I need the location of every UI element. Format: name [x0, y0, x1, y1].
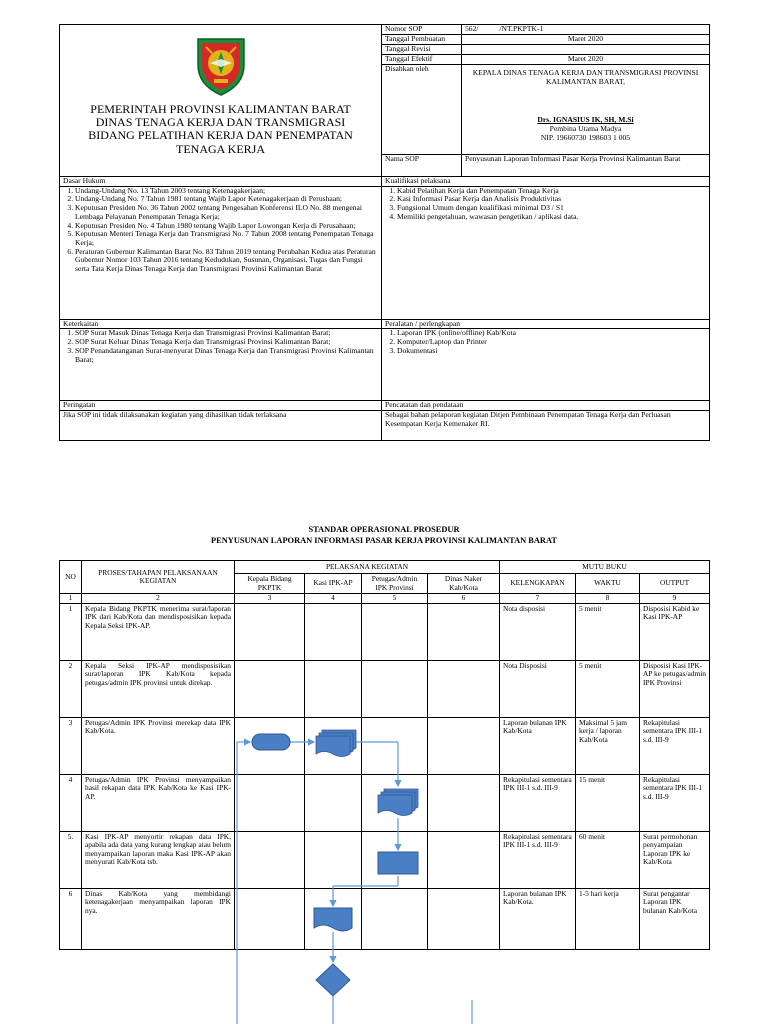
- tanggal-pembuatan-label: Tanggal Pembuatan: [382, 35, 462, 45]
- row-kelengkapan: Laporan bulanan IPK Kab/Kota: [500, 717, 576, 774]
- list-item: 2. Undang-Undang No. 7 Tahun 1981 tentang Wajib Lapor Ketenagakerjaan di Perushaan;: [75, 195, 378, 204]
- row-no: 2: [60, 660, 82, 717]
- kalbar-emblem-logo: [192, 35, 250, 97]
- row-kelengkapan: Nota disposisi: [500, 603, 576, 660]
- row-output: Surat permohonan penyampaian Laporan IPK ke Kab/Kota: [640, 831, 710, 888]
- peralatan-title: Peralatan / perlengkapan: [382, 319, 710, 329]
- signer-name: Drs. IGNASIUS IK, SH, M.Si: [537, 115, 634, 125]
- col-header-actor-dinas: Dinas Naker Kab/Kota: [428, 574, 500, 594]
- peringatan-title: Peringatan: [60, 401, 382, 411]
- row-waktu: 5 menit: [576, 660, 640, 717]
- list-item: 2. Kasi Informasi Pasar Kerja dan Analisis Produktivitas: [397, 195, 706, 204]
- row-output: Disposisi Kasi IPK-AP ke petugas/admin IPK Provinsi: [640, 660, 710, 717]
- list-item: 2. Komputer/Laptop dan Printer: [397, 338, 706, 347]
- nomor-sop-label: Nomor SOP: [382, 25, 462, 35]
- tanggal-efektif-label: Tanggal Efektif: [382, 55, 462, 65]
- org-line-1: PEMERINTAH PROVINSI KALIMANTAN BARAT: [90, 102, 351, 116]
- keterkaitan-title: Keterkaitan: [60, 319, 382, 329]
- pencatatan-text: Sebagai bahan pelaporan kegiatan Ditjen Pembinaan Penempatan Tenaga Kerja dan Perluasan Kesempatan Kerja Kemenaker RI.: [382, 411, 710, 441]
- index-cell: 9: [640, 594, 710, 604]
- col-header-actor-petugas: Petugas/Admin IPK Provinsi: [362, 574, 428, 594]
- row-waktu: 15 menit: [576, 774, 640, 831]
- row-proses: Petugas/Admin IPK Provinsi menyampaikan hasil rekapan data IPK Kab/Kota ke Kasi IPK-AP.: [82, 774, 235, 831]
- index-cell: 7: [500, 594, 576, 604]
- list-item: 3. Dokumentasi: [397, 347, 706, 356]
- tanggal-efektif-value: Maret 2020: [462, 55, 710, 65]
- row-output: Disposisi Kabid ke Kasi IPK-AP: [640, 603, 710, 660]
- kualifikasi-list: [382, 186, 710, 319]
- peralatan-list: [382, 329, 710, 401]
- nama-sop-value: Penyusunan Laporan Informasi Pasar Kerja Provinsi Kalimantan Barat: [462, 155, 710, 177]
- table-row: [60, 603, 710, 660]
- list-item: 6. Peraturan Gubernur Kalimantan Barat No. 83 Tahun 2019 tentang Perubahan Kedua atas Peraturan Gubernur Nomor 103 Tahun 2016 tentang Kedudukan, Susunan, Organisasi, Tugas dan Fungsi serta Tata Kerja Dinas Tenaga Kerja dan Transmigrasi Provinsi Kalimantan Barat: [75, 248, 378, 274]
- index-row: [60, 594, 710, 604]
- list-item: 4. Keputusan Presiden No. 4 Tahun 1980 tentang Wajib Lapor Lowongan Kerja di Perusahaan;: [75, 222, 378, 231]
- table-row: [60, 717, 710, 774]
- tanggal-pembuatan-value: Maret 2020: [462, 35, 710, 45]
- row-kelengkapan: Nota Disposisi: [500, 660, 576, 717]
- index-cell: 5: [362, 594, 428, 604]
- col-header-waktu: WAKTU: [576, 574, 640, 594]
- index-cell: 8: [576, 594, 640, 604]
- kualifikasi-title: Kualifikasi pelaksana: [382, 177, 710, 187]
- sop-header-table: [59, 24, 710, 441]
- org-line-3: BIDANG PELATIHAN KERJA DAN PENEMPATAN: [88, 128, 353, 143]
- row-waktu: 5 menit: [576, 603, 640, 660]
- index-cell: 4: [305, 594, 362, 604]
- row-no: 5.: [60, 831, 82, 888]
- signer-nip: NIP. 19660730 198603 1 005: [540, 132, 631, 142]
- row-waktu: 1-5 hari kerja: [576, 888, 640, 949]
- index-cell: 2: [82, 594, 235, 604]
- dasar-hukum-title: Dasar Hukum: [60, 177, 382, 187]
- col-header-output: OUTPUT: [640, 574, 710, 594]
- table-row: [60, 888, 710, 949]
- table-row: [60, 774, 710, 831]
- row-proses: Kasi IPK-AP menyortir rekapan data IPK, apabila ada data yang kurang lengkap atau belum menyampaikan laporan maka Kasi IPK-AP akan menyurati Kab/Kota tsb.: [82, 831, 235, 888]
- org-line-4: TENAGA KERJA: [176, 141, 265, 156]
- row-no: 1: [60, 603, 82, 660]
- disahkan-block: [462, 65, 710, 155]
- dasar-hukum-list: [60, 186, 382, 319]
- list-item: 3. Keputusan Presiden No. 36 Tahun 2002 tentang Pengesahan Konferensi ILO No. 88 mengenai Lembaga Pelayanan Penempatan Tenaga Kerja;: [75, 204, 378, 221]
- col-header-pelaksana: PELAKSANA KEGIATAN: [235, 561, 500, 574]
- row-output: Rekapitulasi sementara IPK III-1 s.d. III-9: [640, 717, 710, 774]
- list-item: 1. SOP Surat Masuk Dinas Tenaga Kerja dan Transmigrasi Provinsi Kalimantan Barat;: [75, 329, 378, 338]
- row-proses: Kepala Seksi IPK-AP mendisposisikan surat/laporan IPK Kab/Kota kepada petugas/admin IPK provinsi untuk direkap.: [82, 660, 235, 717]
- index-cell: 1: [60, 594, 82, 604]
- table-row: [60, 831, 710, 888]
- disahkan-jabatan: KEPALA DINAS TENAGA KERJA DAN TRANSMIGRASI PROVINSI KALIMANTAN BARAT,: [472, 68, 699, 86]
- sop-procedure-table: [59, 560, 710, 950]
- row-kelengkapan: Laporan bulanan IPK Kab/Kota.: [500, 888, 576, 949]
- nomor-sop-value: 562/ /NT.PKPTK-1: [462, 25, 710, 35]
- col-header-no: NO: [60, 561, 82, 594]
- pencatatan-title: Pencatatan dan pendataan: [382, 401, 710, 411]
- sop-title-line-1: STANDAR OPERASIONAL PROSEDUR: [308, 525, 460, 534]
- row-proses: Petugas/Admin IPK Provinsi merekap data IPK Kab/Kota.: [82, 717, 235, 774]
- row-output: Surat pengantar Laporan IPK bulanan Kab/Kota: [640, 888, 710, 949]
- index-cell: 3: [235, 594, 305, 604]
- list-item: 2. SOP Surat Keluar Dinas Tenaga Kerja dan Transmigrasi Provinsi Kalimantan Barat;: [75, 338, 378, 347]
- keterkaitan-list: [60, 329, 382, 401]
- row-no: 3: [60, 717, 82, 774]
- tanggal-revisi-label: Tanggal Revisi: [382, 45, 462, 55]
- disahkan-label: Disahkan oleh: [382, 65, 462, 155]
- row-kelengkapan: Rekapitulasi sementara IPK III-1 s.d. III-9: [500, 774, 576, 831]
- col-header-kelengkapan: KELENGKAPAN: [500, 574, 576, 594]
- row-output: Rekapitulasi sementara IPK III-1 s.d. III-9: [640, 774, 710, 831]
- row-waktu: 60 menit: [576, 831, 640, 888]
- sop-title-line-2: PENYUSUNAN LAPORAN INFORMASI PASAR KERJA PROVINSI KALIMANTAN BARAT: [211, 536, 557, 545]
- nama-sop-label: Nama SOP: [382, 155, 462, 177]
- row-proses: Dinas Kab/Kota yang membidangi ketenagakerjaan menyampaikan laporan IPK nya.: [82, 888, 235, 949]
- list-item: 4. Memiliki pengetahuan, wawasan pengetikan / aplikasi data.: [397, 213, 706, 222]
- row-waktu: Maksimal 5 jam kerja / laporan Kab/Kota: [576, 717, 640, 774]
- list-item: 3. Fungsional Umum dengan kualifikasi minimal D3 / S1: [397, 204, 706, 213]
- list-item: 3. SOP Penandatanganan Surat-menyurat Dinas Tenaga Kerja dan Transmigrasi Provinsi Kalimantan Barat;: [75, 347, 378, 364]
- list-item: 1. Kabid Pelatihan Kerja dan Penempatan Tenaga Kerja: [397, 187, 706, 196]
- table-row: [60, 660, 710, 717]
- peringatan-text: Jika SOP ini tidak dilaksanakan kegiatan yang dihasilkan tidak terlaksana: [60, 411, 382, 441]
- col-header-actor-kasi: Kasi IPK-AP: [305, 574, 362, 594]
- col-header-mutu: MUTU BUKU: [500, 561, 710, 574]
- col-header-proses: PROSES/TAHAPAN PELAKSANAAN KEGIATAN: [82, 561, 235, 594]
- row-kelengkapan: Rekapitulasi sementara IPK III-1 s.d. III-9: [500, 831, 576, 888]
- row-proses: Kepala Bidang PKPTK menerima surat/laporan IPK dari Kab/Kota dan mendisposisikan kepada Kepala Seksi IPK-AP.: [82, 603, 235, 660]
- signer-rank: Pembina Utama Madya: [549, 124, 622, 134]
- flow-decision: [316, 964, 350, 996]
- list-item: 1. Undang-Undang No. 13 Tahun 2003 tentang Ketenagakerjaan;: [75, 187, 378, 196]
- org-line-2: DINAS TENAGA KERJA DAN TRANSMIGRASI: [95, 115, 346, 130]
- col-header-actor-kabid: Kepala Bidang PKPTK: [235, 574, 305, 594]
- row-no: 4: [60, 774, 82, 831]
- list-item: 1. Laporan IPK (online/offline) Kab/Kota: [397, 329, 706, 338]
- list-item: 5. Keputusan Menteri Tenaga Kerja dan Transmigrasi No. 7 Tahun 2008 tentang Penempatan Tenaga Kerja;: [75, 230, 378, 247]
- index-cell: 6: [428, 594, 500, 604]
- row-no: 6: [60, 888, 82, 949]
- organization-cell: [60, 25, 382, 177]
- tanggal-revisi-value: [462, 45, 710, 55]
